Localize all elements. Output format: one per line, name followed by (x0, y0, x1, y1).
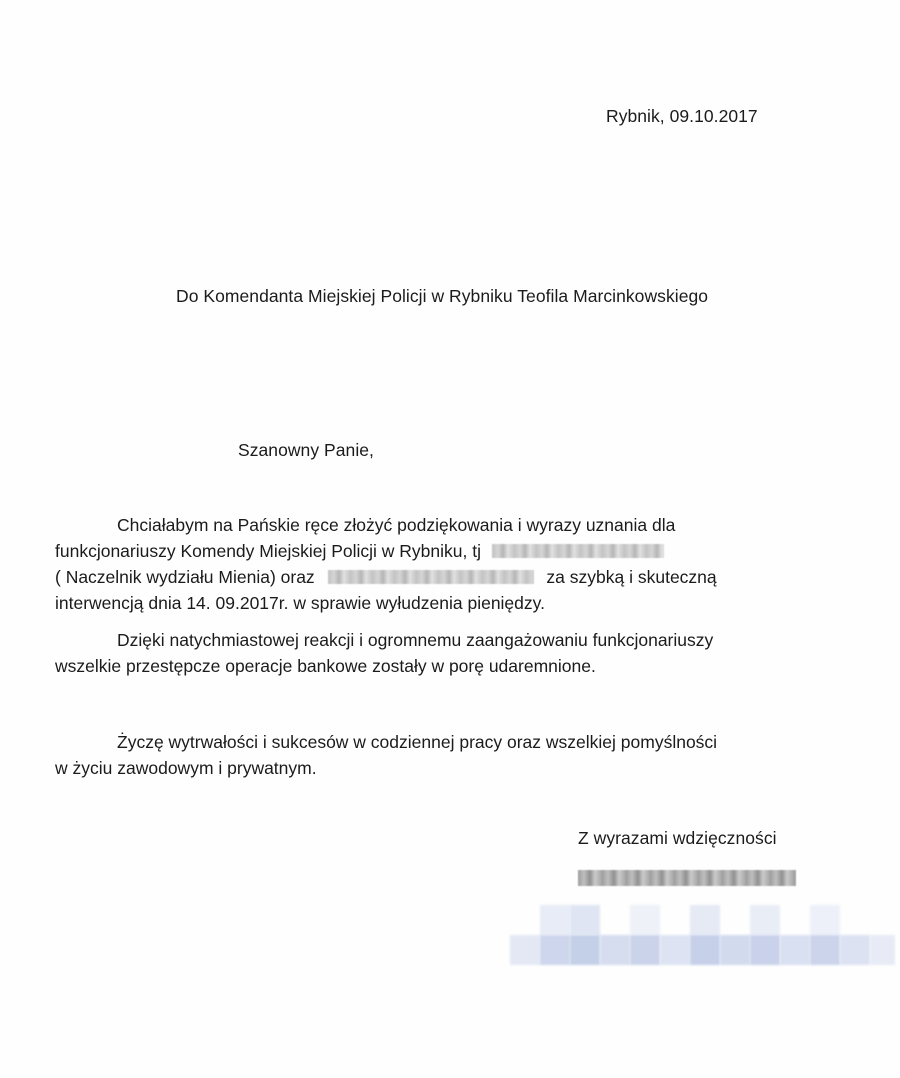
paragraph-2-line-2: wszelkie przestępcze operacje bankowe zostały w porę udaremnione. (55, 656, 596, 676)
paragraph-3-line-2: w życiu zawodowym i prywatnym. (55, 758, 317, 778)
paragraph-3-line-1: Życzę wytrwałości i sukcesów w codziennej pracy oraz wszelkiej pomyślności (117, 732, 718, 752)
paragraph-1-line-2 (55, 543, 664, 561)
redacted-signature-name (578, 870, 796, 886)
paragraph-1-line-4: interwencją dnia 14. 09.2017r. w sprawie wyłudzenia pieniędzy. (55, 593, 545, 613)
salutation: Szanowny Panie, (238, 440, 374, 460)
paragraph-1-line-1: Chciałabym na Pańskie ręce złożyć podziękowania i wyrazy uznania dla (117, 515, 676, 535)
recipient-line: Do Komendanta Miejskiej Policji w Rybniku Teofila Marcinkowskiego (176, 286, 709, 306)
redacted-name-2 (328, 570, 534, 584)
date-line: Rybnik, 09.10.2017 (606, 106, 758, 126)
paragraph-1-line-3-text-a: ( Naczelnik wydziału Mienia) oraz (55, 567, 315, 587)
paragraph-2-line-1: Dzięki natychmiastowej reakcji i ogromnemu zaangażowaniu funkcjonariuszy (117, 630, 714, 650)
paragraph-1-line-3 (55, 569, 717, 587)
redacted-stamp (510, 905, 895, 985)
closing-line: Z wyrazami wdzięczności (578, 828, 777, 848)
paragraph-1-line-3-text-b: za szybką i skuteczną (546, 567, 717, 587)
redacted-name-1 (492, 544, 664, 558)
paragraph-1-line-2-text: funkcjonariuszy Komendy Miejskiej Policji w Rybniku, tj (55, 541, 481, 561)
